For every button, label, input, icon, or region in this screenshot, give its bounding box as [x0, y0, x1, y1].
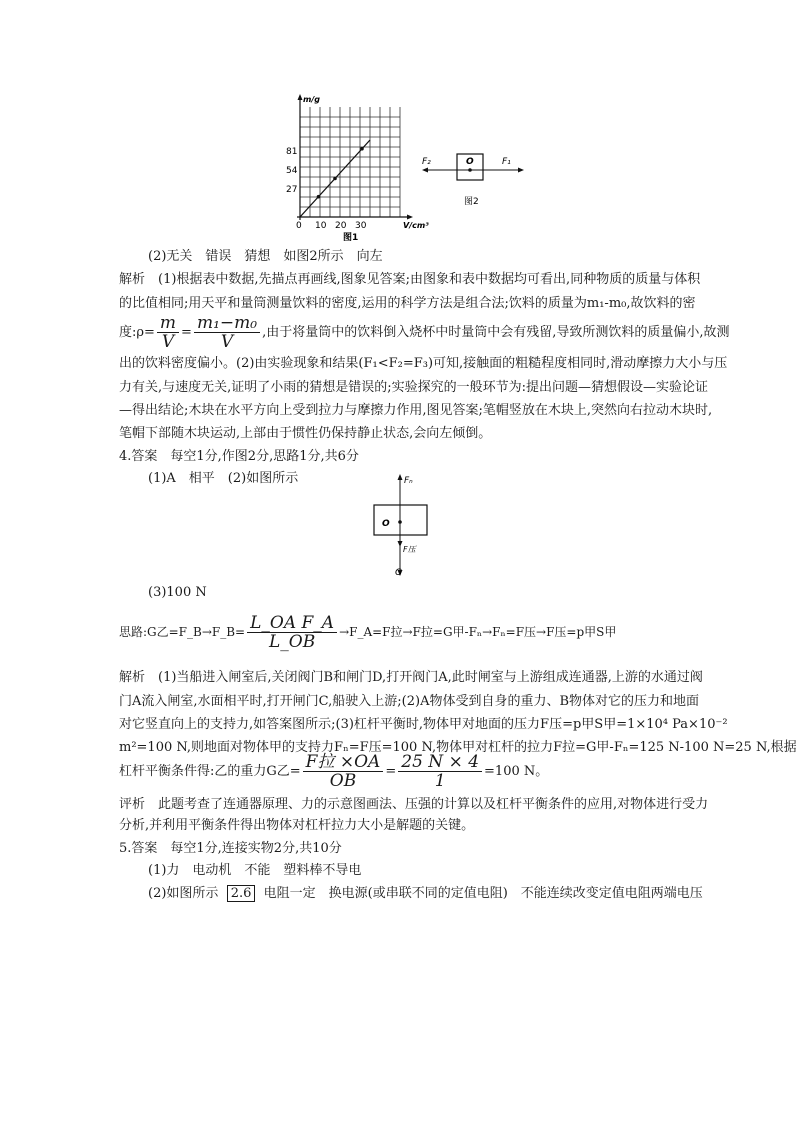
q4-comment-line-2: 分析,并利用平衡条件得出物体对杠杆拉力大小是解题的关键。: [119, 818, 475, 833]
fraction-1-denominator: V: [161, 332, 175, 352]
balance-suffix: =100 N。: [484, 764, 549, 779]
y-tick-27: 27: [286, 185, 298, 195]
y-axis-label: m/g: [303, 95, 320, 104]
q3-analysis-line-7: 笔帽下部随木块运动,上部由于惯性仍保持静止状态,会向左倾倒。: [119, 426, 492, 441]
y-tick-54: 54: [286, 166, 298, 176]
balance-numerator-2: 25 N × 4: [398, 753, 482, 772]
figure-2-caption: 图2: [464, 197, 479, 207]
q3-answer-part2: (2)无关 错误 猜想 如图2所示 向左: [148, 249, 383, 264]
x-tick-10: 10: [315, 221, 327, 231]
lever-fraction: [247, 614, 337, 651]
balance-fraction-2: [398, 753, 482, 790]
lever-denominator: L_OB: [268, 632, 316, 652]
q4-analysis-line-5: 杠杆平衡条件得:乙的重力G乙= $\frac{\text{F拉 ×OA}}{OB}$ = $\frac{25 N \times 4}{1}$ =100 N。: [119, 752, 549, 791]
q3-analysis-line-4: 出的饮料密度偏小。(2)由实验现象和结果(F₁<F₂=F₃)可知,接触面的粗糙程度相同时,滑动摩擦力大小与压: [119, 356, 728, 371]
q3-analysis-line-5: 力有关,与速度无关,证明了小雨的猜想是错误的;实验探究的一般环节为:提出问题—猜想假设—实验论证: [119, 380, 709, 395]
q4-comment-line-1: 评析 此题考查了连通器原理、力的示意图画法、压强的计算以及杠杆平衡条件的应用,对物体进行受力: [119, 797, 709, 812]
q4-thought-process: [119, 610, 616, 654]
q3-analysis-line-2: 的比值相同;用天平和量筒测量饮料的密度,运用的科学方法是组合法;饮料的质量为m₁-m₀,故饮料的密: [119, 296, 696, 311]
fraction-2-numerator: m₁−m₀: [194, 314, 260, 333]
x-axis-label: V/cm³: [403, 221, 429, 230]
balance-numerator-1: F拉 ×OA: [303, 753, 384, 772]
force-f2-label: F₂: [422, 157, 431, 167]
q3-analysis-line-3: 度:ρ= $\frac{m}{V}$ = $\frac{\text{m₁−m₀}}{V}$ ,由于将量筒中的饮料倒入烧杯中时量筒中会有残留,导致所测饮料的质量偏小,故测: [119, 313, 730, 352]
point-o-label: O: [466, 157, 474, 167]
q5-part2-prefix: (2)如图所示: [148, 886, 219, 901]
boxed-value: 2.6: [227, 885, 256, 902]
q5-answer-part2: [148, 886, 703, 902]
x-tick-20: 20: [335, 221, 347, 231]
q5-answer-heading: 5.答案 每空1分,连接实物2分,共10分: [119, 841, 342, 856]
balance-prefix: 杠杆平衡条件得:乙的重力G乙=: [119, 764, 301, 779]
q4-answer-part1: (1)A 相平 (2)如图所示: [148, 471, 299, 486]
q4-answer-part3: (3)100 N: [148, 585, 207, 600]
figure-2-force-diagram: [418, 148, 530, 210]
q4-analysis-line-2: 门A流入闸室,水面相平时,打开闸门C,船驶入上游;(2)A物体受到自身的重力、B物体对它的压力和地面: [119, 694, 700, 709]
density-suffix: ,由于将量筒中的饮料倒入烧杯中时量筒中会有残留,导致所测饮料的质量偏小,故测: [262, 325, 730, 340]
q4-analysis-line-4: m²=100 N,则地面对物体甲的支持力Fₙ=F压=100 N,物体甲对杠杆的拉力F拉=G甲-Fₙ=125 N-100 N=25 N,根据: [119, 740, 797, 755]
balance-fraction-1: [303, 753, 384, 790]
q4-analysis-line-1: 解析 (1)当船进入闸室后,关闭阀门B和闸门D,打开阀门A,此时闸室与上游组成连通器,上游的水通过阀: [119, 670, 703, 685]
density-prefix: 度:ρ=: [119, 325, 155, 340]
q4-analysis-line-3: 对它竖直向上的支持力,如答案图所示;(3)杠杆平衡时,物体甲对地面的压力F压=p甲S甲=1×10⁴ Pa×10⁻²: [119, 717, 728, 732]
fraction-2-denominator: V: [220, 332, 234, 352]
lever-numerator: L_OA F_A: [247, 614, 337, 633]
data-point-2: [333, 177, 337, 181]
thought-suffix: →F_A=F拉→F拉=G甲-Fₙ→Fₙ=F压→F压=p甲S甲: [339, 625, 617, 639]
q4-answer-heading: 4.答案 每空1分,作图2分,思路1分,共6分: [119, 449, 359, 464]
force-fn-label: Fₙ: [404, 476, 413, 486]
q3-analysis-line-1: 解析 (1)根据表中数据,先描点再画线,图象见答案;由图象和表中数据均可看出,同种物质的质量与体积: [119, 272, 701, 287]
q5-answer-part1: (1)力 电动机 不能 塑料棒不导电: [148, 863, 362, 878]
figure-1-mass-volume-graph: [285, 92, 435, 242]
figure-1-caption: 图1: [343, 233, 359, 242]
point-o-label: O: [382, 519, 390, 529]
density-fraction-2: [194, 314, 260, 351]
q3-analysis-line-6: —得出结论;木块在水平方向上受到拉力与摩擦力作用,图见答案;笔帽竖放在木块上,突然向右拉动木块时,: [119, 403, 713, 418]
force-f1-label: F₁: [502, 157, 511, 167]
data-point-1: [317, 195, 321, 199]
thought-prefix: 思路:G乙=F_B→F_B=: [119, 625, 246, 639]
y-tick-81: 81: [286, 147, 298, 157]
density-fraction-1: [157, 314, 179, 351]
q5-part2-suffix: 电阻一定 换电源(或串联不同的定值电阻) 不能连续改变定值电阻两端电压: [263, 886, 703, 901]
force-fpress-label: F压: [403, 545, 416, 554]
fraction-1-numerator: m: [157, 314, 179, 333]
data-point-3: [360, 147, 364, 151]
x-tick-30: 30: [355, 221, 367, 231]
force-g-label: G: [395, 568, 402, 578]
x-tick-0: 0: [296, 221, 302, 231]
balance-denominator-1: OB: [329, 771, 357, 791]
balance-denominator-2: 1: [434, 771, 446, 791]
figure-q4-force-diagram: [365, 470, 440, 585]
